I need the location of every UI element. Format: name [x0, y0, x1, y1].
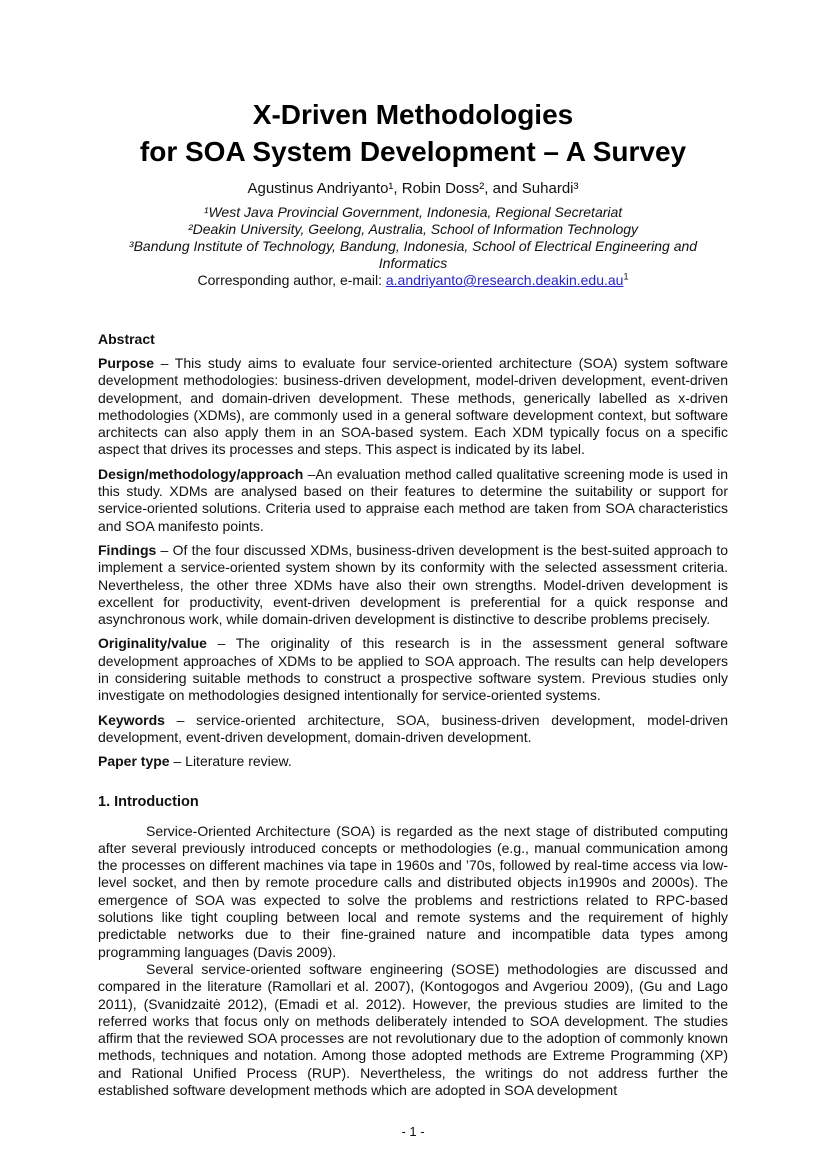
corresponding-author-line: [98, 272, 728, 289]
findings-label: Findings: [98, 541, 157, 558]
abstract-section: [98, 331, 728, 771]
affiliation-3: ³Bandung Institute of Technology, Bandung, Indonesia, School of Electrical Engineering and Informatics: [128, 238, 698, 271]
findings-text: – Of the four discussed XDMs, business-driven development is the best-suited approach to implement a service-oriented system shown by its conformity with the selected assessment criteria. Nevertheless, the other three XDMs have also their own strengths. Model-driven development is excellent for productivity, event-driven development is preferential for a quick response and asynchronous work, while domain-driven development is distinctive to describe problems precisely.: [98, 541, 728, 628]
keywords-label: Keywords: [98, 711, 165, 728]
originality-label: Originality/value: [98, 635, 207, 652]
abstract-findings: [98, 542, 728, 628]
title-block: [98, 96, 728, 289]
authors-line: Agustinus Andriyanto¹, Robin Doss², and Suhardi³: [247, 180, 579, 197]
paper-type-text: – Literature review.: [169, 753, 292, 770]
abstract-heading: Abstract: [98, 331, 155, 347]
introduction-section: [98, 793, 728, 1100]
design-text: –An evaluation method called qualitative screening mode is used in this study. XDMs are analysed based on their features to determine the suitability or support for service-oriented solutions. Criteria used to appraise each method are taken from SOA characteristics and SOA manifesto points.: [98, 465, 728, 534]
paper-title-line2: for SOA System Development – A Survey: [139, 136, 687, 167]
page-number: - 1 -: [401, 1124, 425, 1139]
abstract-design: [98, 466, 728, 535]
originality-text: – The originality of this research is in the assessment general software development approaches of XDMs to be applied to SOA approach. The results can help developers in considering suitable methods to construct a prospective software system. Previous studies only investigate on methodologies designed intentionally for service-oriented systems.: [98, 635, 728, 704]
abstract-keywords: [98, 712, 728, 747]
introduction-heading: 1. Introduction: [98, 793, 199, 810]
introduction-paragraph-2: Several service-oriented software engineering (SOSE) methodologies are discussed and compared in the literature (Ramollari et al. 2007), (Kontogogos and Avgeriou 2009), (Gu and Lago 2011), (Svanidzaitė 2012), (Emadi et al. 2012). However, the previous studies are limited to the referred works that focus only on methods deliberately intended to SOA development. The studies affirm that the reviewed SOA processes are not revolutionary due to the adoption of commonly known methods, techniques and notation. Among those adopted methods are Extreme Programming (XP) and Rational Unified Process (RUP). Nevertheless, the writings do not address further the established software development methods which are adopted in SOA development: [98, 960, 728, 1098]
affiliation-2: ²Deakin University, Geelong, Australia, School of Information Technology: [187, 221, 639, 237]
email-link[interactable]: a.andriyanto@research.deakin.edu.au: [385, 272, 624, 288]
purpose-text: – This study aims to evaluate four service-oriented architecture (SOA) system software development methodologies: business-driven development, model-driven development, event-driven development, and domain-driven development. These methods, generically labelled as x-driven methodologies (XDMs), are commonly used in a general software development context, but software architects can also apply them in an SOA-based system. Each XDM typically focus on a specific aspect that drives its processes and steps. This aspect is indicated by its label.: [98, 355, 728, 458]
email-footnote-superscript: 1: [623, 271, 629, 282]
affiliations-block: [113, 204, 713, 272]
abstract-originality: [98, 635, 728, 704]
introduction-paragraph-1: Service-Oriented Architecture (SOA) is regarded as the next stage of distributed computing after several previously introduced concepts or methodologies (e.g., manual communication among the processes on different machines via tape in 1960s and ’70s, followed by real-time access via low-level socket, and then by remote procedure calls and distributed objects in1990s and 2000s). The emergence of SOA was expected to solve the problems and restrictions related to RPC-based solutions like tight coupling between local and remote systems and the requirement of highly predictable networks due to their fine-grained nature and incompatible data types among programming languages (Davis 2009).: [98, 822, 728, 960]
affiliation-1: ¹West Java Provincial Government, Indonesia, Regional Secretariat: [203, 204, 623, 220]
keywords-text: – service-oriented architecture, SOA, business-driven development, model-driven development, event-driven development, domain-driven development.: [98, 711, 728, 745]
design-label: Design/methodology/approach: [98, 465, 304, 482]
paper-title: [98, 96, 728, 170]
abstract-purpose: [98, 355, 728, 459]
paper-title-line1: X-Driven Methodologies: [252, 99, 574, 130]
paper-type-label: Paper type: [98, 753, 170, 770]
corresponding-prefix: Corresponding author, e-mail:: [197, 272, 386, 288]
abstract-paper-type: [98, 753, 728, 770]
purpose-label: Purpose: [98, 355, 155, 371]
